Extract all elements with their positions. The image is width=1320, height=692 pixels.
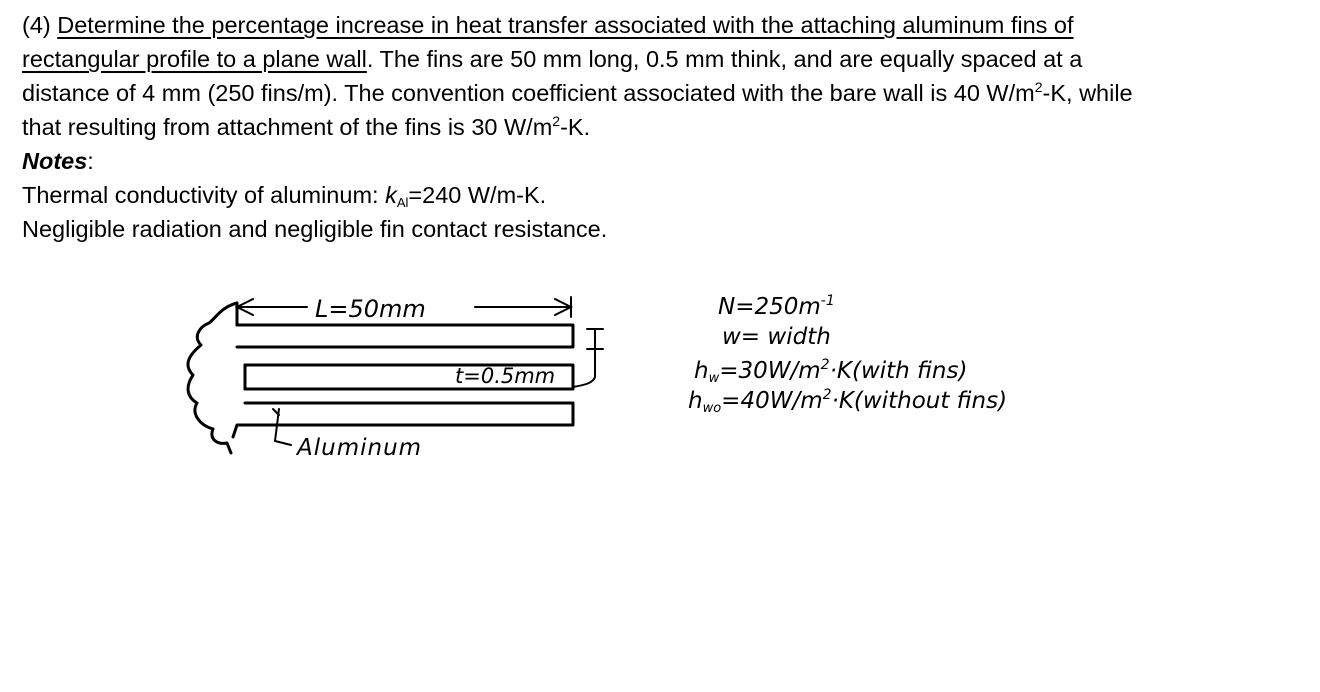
superscript: 2 xyxy=(1034,79,1043,95)
given-hwo xyxy=(686,386,1106,416)
fin-upper xyxy=(237,325,573,347)
conductivity-value: =240 W/m-K. xyxy=(408,182,547,208)
conductivity-symbol: k xyxy=(385,182,397,208)
hwo-superscript: 2 xyxy=(822,387,832,403)
fin-lower xyxy=(233,403,573,437)
length-label: L=50mm xyxy=(315,295,426,323)
problem-line-3-end: -K, while xyxy=(1042,80,1133,106)
wall-outline xyxy=(188,303,237,453)
radiation-note: Negligible radiation and negligible fin contact resistance. xyxy=(22,216,608,242)
length-arrow-left xyxy=(237,299,307,315)
conductivity-note xyxy=(22,178,1302,212)
problem-statement xyxy=(22,8,1302,246)
n-value: N=250m xyxy=(718,294,821,320)
length-arrow-right xyxy=(475,297,571,317)
problem-line-3-text: distance of 4 mm (250 fins/m). The convention coefficient associated with the bare wall is 40 W/m xyxy=(22,80,1035,106)
problem-line-4-text: that resulting from attachment of the fins is 30 W/m xyxy=(22,114,553,140)
hw-superscript: 2 xyxy=(820,357,830,373)
problem-number: (4) xyxy=(22,12,58,38)
problem-line-4 xyxy=(22,110,1302,144)
hwo-suffix: ·K(without fins) xyxy=(831,388,1008,414)
fin-diagram xyxy=(175,285,735,485)
hw-subscript: w xyxy=(708,371,720,386)
notes-colon: : xyxy=(87,148,94,174)
hw-value: =30W/m xyxy=(719,358,821,384)
problem-line-2-text: . The fins are 50 mm long, 0.5 mm think, and are equally spaced at a xyxy=(366,46,1083,72)
w-definition: w= width xyxy=(722,324,831,350)
hw-suffix: ·K(with fins) xyxy=(829,358,968,384)
material-label: Aluminum xyxy=(297,435,423,461)
notes-label: Notes xyxy=(22,148,88,174)
given-w xyxy=(686,322,1106,352)
problem-task-underlined: Determine the percentage increase in heat transfer associated with the attaching aluminum fins of xyxy=(57,12,1074,38)
problem-line-2 xyxy=(22,42,1302,76)
given-n xyxy=(686,292,1106,322)
n-superscript: -1 xyxy=(820,293,835,309)
thickness-label: t=0.5mm xyxy=(455,364,556,388)
problem-task-underlined-2: rectangular profile to a plane wall xyxy=(22,46,367,72)
problem-line-4-end: -K. xyxy=(560,114,591,140)
conductivity-text: Thermal conductivity of aluminum: xyxy=(22,182,386,208)
given-values xyxy=(686,292,1106,416)
hwo-subscript: wo xyxy=(702,401,722,416)
problem-line-1 xyxy=(22,8,1302,42)
notes-heading xyxy=(22,144,1302,178)
hw-symbol: h xyxy=(694,358,709,384)
hwo-symbol: h xyxy=(688,388,703,414)
thickness-marker xyxy=(573,329,603,387)
conductivity-subscript: Al xyxy=(396,195,409,210)
material-leader xyxy=(273,409,291,445)
problem-line-3 xyxy=(22,76,1302,110)
hwo-value: =40W/m xyxy=(721,388,823,414)
given-hw xyxy=(686,356,1106,386)
superscript: 2 xyxy=(552,113,561,129)
